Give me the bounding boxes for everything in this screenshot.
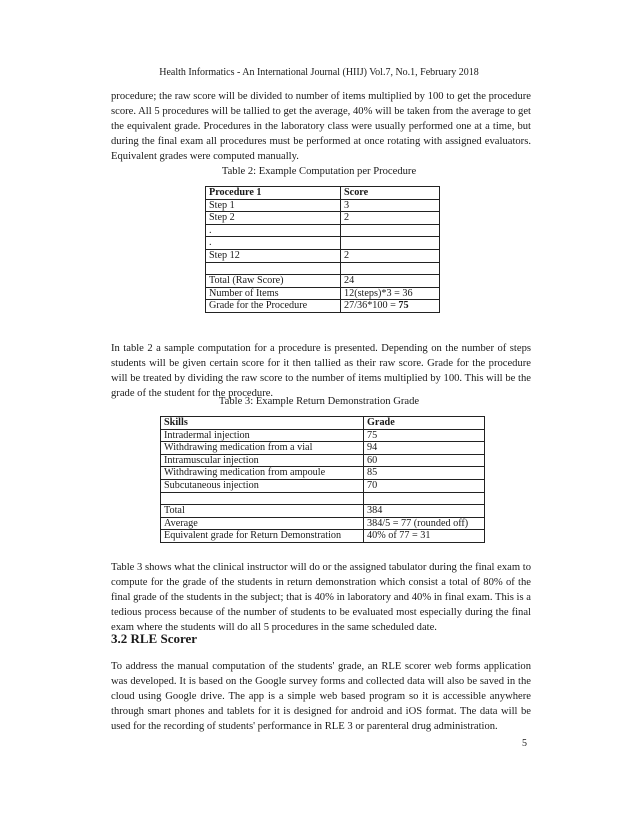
table-cell: . — [206, 224, 341, 237]
table-cell: . — [206, 237, 341, 250]
table-cell: Intradermal injection — [161, 429, 364, 442]
running-header: Health Informatics - An International Journal (HIIJ) Vol.7, No.1, February 2018 — [159, 67, 479, 78]
table-cell: Total — [161, 505, 364, 518]
table-row — [161, 530, 485, 543]
table-3 — [160, 416, 485, 543]
table-row — [161, 505, 485, 518]
table-cell: Withdrawing medication from ampoule — [161, 467, 364, 480]
table-cell: Step 1 — [206, 199, 341, 212]
table-cell: Total (Raw Score) — [206, 275, 341, 288]
table-cell: Equivalent grade for Return Demonstration — [161, 530, 364, 543]
table-cell — [341, 300, 440, 313]
table-3-caption: Table 3: Example Return Demonstration Grade — [218, 396, 420, 407]
table-row — [206, 287, 440, 300]
grade-formula: 27/36*100 = — [344, 300, 399, 312]
table-cell — [161, 492, 364, 505]
table-cell — [341, 237, 440, 250]
table-row — [161, 442, 485, 455]
table-2-caption: Table 2: Example Computation per Procedure — [221, 166, 417, 177]
paragraph-3: Table 3 shows what the clinical instructor will do or the assigned tabulator during the final exam to compute for the grade of the students in return demonstration which consist a total of 80% of the final grade of the students in the subject; that is 40% in laboratory and 40% in final exam. This is a tedious process because of the number of students to be evaluated most especially during the final exam where the students will do all 5 procedures in the same scheduled date. — [111, 562, 531, 634]
table-cell: 12(steps)*3 = 36 — [341, 287, 440, 300]
table-cell: Average — [161, 517, 364, 530]
table-header-cell: Score — [341, 187, 440, 200]
table-row — [206, 199, 440, 212]
table-cell — [206, 262, 341, 275]
table-cell: Step 2 — [206, 212, 341, 225]
table-row — [161, 479, 485, 492]
table-row — [161, 467, 485, 480]
paragraph-2: In table 2 a sample computation for a procedure is presented. Depending on the number of steps students will be given certain score for it then tallied as their raw score. Grade for the procedure will be treated by dividing the raw score to the number of items multiplied by 100. This will be the grade of the student for the procedure. — [111, 343, 531, 400]
table-row — [206, 212, 440, 225]
table-cell: 2 — [341, 249, 440, 262]
table-cell: 85 — [364, 467, 485, 480]
section-heading: 3.2 RLE Scorer — [111, 631, 198, 646]
table-cell: 40% of 77 = 31 — [364, 530, 485, 543]
table-cell: Subcutaneous injection — [161, 479, 364, 492]
table-cell: Intramuscular injection — [161, 454, 364, 467]
table-cell: Number of Items — [206, 287, 341, 300]
table-cell: Withdrawing medication from a vial — [161, 442, 364, 455]
table-3-header-row — [161, 417, 485, 430]
table-cell: 75 — [364, 429, 485, 442]
table-cell: 384 — [364, 505, 485, 518]
table-cell: 384/5 = 77 (rounded off) — [364, 517, 485, 530]
table-cell: 3 — [341, 199, 440, 212]
table-2-header-row — [206, 187, 440, 200]
paragraph-4: To address the manual computation of the students' grade, an RLE scorer web forms application was developed. It is based on the Google survey forms and collected data will also be saved in the cloud using Google drive. The app is a simple web based program so it is accessible anywhere through smart phones and tablets for it is designed for android and iOS format. The data will be used for the recording of students' performance in RLE 3 or parenteral drug administration. — [111, 661, 531, 733]
table-cell: 24 — [341, 275, 440, 288]
table-header-cell: Skills — [161, 417, 364, 430]
table-cell: 60 — [364, 454, 485, 467]
table-row — [161, 454, 485, 467]
table-cell — [341, 224, 440, 237]
table-row — [206, 275, 440, 288]
table-header-cell: Grade — [364, 417, 485, 430]
table-row — [206, 249, 440, 262]
table-cell: Grade for the Procedure — [206, 300, 341, 313]
paragraph-1: procedure; the raw score will be divided to number of items multiplied by 100 to get the procedure score. All 5 procedures will be tallied to get the average, 40% will be taken from the average to get the equivalent grade. Procedures in the laboratory class were usually performed one at a time, but during the final exam all procedures must be performed at once rotating with assigned evaluators. Equivalent grades were computed manually. — [111, 91, 531, 163]
table-2 — [205, 186, 440, 313]
table-row — [206, 237, 440, 250]
table-cell — [364, 492, 485, 505]
table-cell: 70 — [364, 479, 485, 492]
page-number: 5 — [522, 738, 527, 749]
table-row — [161, 429, 485, 442]
table-cell — [341, 262, 440, 275]
table-row — [161, 492, 485, 505]
table-row — [206, 300, 440, 313]
table-row — [206, 262, 440, 275]
table-cell: 94 — [364, 442, 485, 455]
grade-value: 75 — [398, 300, 409, 312]
table-row — [206, 224, 440, 237]
table-cell: Step 12 — [206, 249, 341, 262]
table-header-cell: Procedure 1 — [206, 187, 341, 200]
table-cell: 2 — [341, 212, 440, 225]
table-row — [161, 517, 485, 530]
